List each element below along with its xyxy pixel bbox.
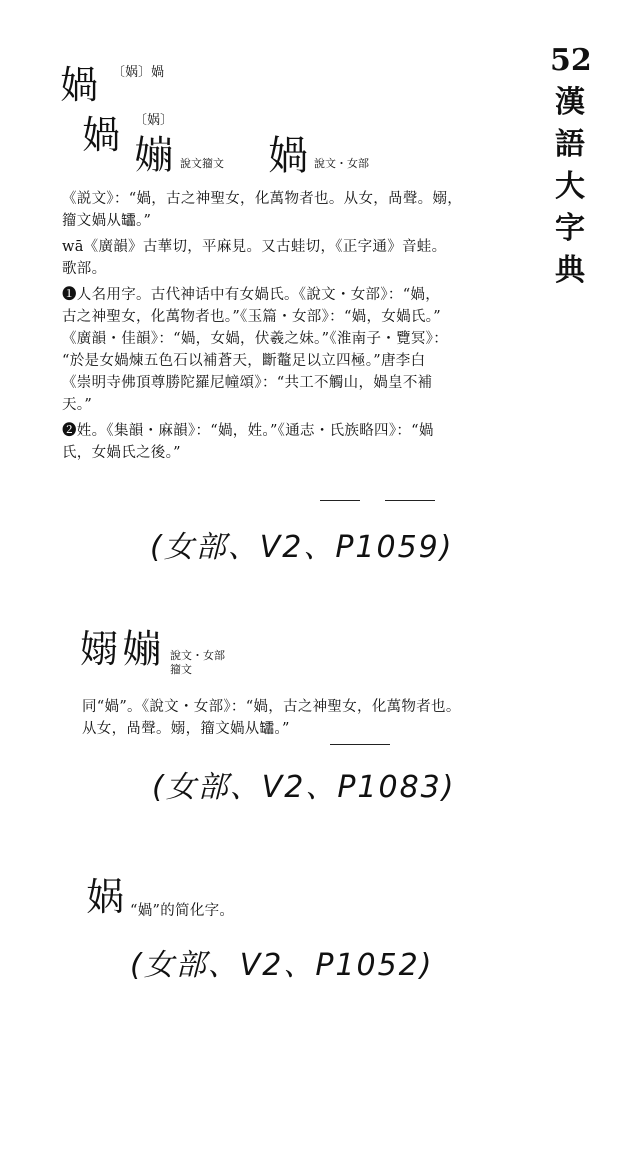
text-line: 歌部。 [62, 261, 107, 277]
side-title-char: 字 [555, 211, 585, 246]
entry3-headword: 娲 [86, 875, 125, 919]
text-line: ❷姓。《集韻・麻韻》：“媧，姓。”《通志・氏族略四》：“媧 [62, 423, 434, 439]
entry2-headword: 嫋 [80, 627, 119, 671]
entry1-headword-traditional: 媧 [82, 113, 121, 157]
text-line: “於是女媧煉五色石以補蒼天，斷鼇足以立四極。”唐李白 [62, 353, 426, 369]
side-title-char: 典 [555, 253, 585, 288]
entry1-head-note: 〔娲〕媧 [112, 65, 165, 80]
seal-label: 說文・女部 [314, 157, 369, 170]
text-line: 从女，咼聲。嫋，籀文媧从𦉢。” [82, 721, 290, 737]
text-line: 《説文》：“媧，古之神聖女，化萬物者也。从女，咼聲。嫋， [62, 191, 463, 207]
text-line: wā《廣韻》古華切，平麻見。又古蛙切，《正字通》音蛙。 [62, 239, 447, 255]
seal-script-glyph: 媧 [268, 133, 308, 179]
divider [330, 744, 390, 745]
seal-script-glyph: 𡡈 [134, 133, 174, 179]
text-line: 同“媧”。《說文・女部》：“媧，古之神聖女，化萬物者也。 [82, 699, 461, 715]
side-title-char: 大 [555, 169, 585, 204]
entry3-text: “媧”的简化字。 [130, 903, 235, 919]
divider [385, 500, 435, 501]
handwritten-note: (女部、V2、P1059) [150, 530, 454, 565]
handwritten-note: (女部、V2、P1083) [152, 770, 456, 805]
entry1-text [62, 188, 532, 464]
seal-label: 說文籀文 [180, 157, 224, 170]
seal-script-glyph: 𡡈 [122, 627, 162, 673]
handwritten-note: (女部、V2、P1052) [130, 948, 434, 983]
text-line: 氏，女媧氏之後。” [62, 445, 181, 461]
entry1-head2-note: 〔娲〕 [134, 113, 174, 128]
side-title-number: 52 [550, 43, 592, 78]
text-line: 天。” [62, 397, 93, 413]
text-line: 古之神聖女，化萬物者也。”《玉篇・女部》：“媧，女媧氏。” [62, 309, 441, 325]
entry1-headword: 媧 [60, 63, 99, 107]
divider [320, 500, 360, 501]
text-line: 籀文媧从𦉢。” [62, 213, 152, 229]
seal-label: 籀文 [170, 663, 192, 676]
entry2-text [82, 696, 532, 740]
side-title-char: 漢 [555, 85, 585, 120]
seal-label: 說文・女部 [170, 649, 225, 662]
side-title-char: 語 [555, 127, 585, 162]
side-title [550, 40, 590, 292]
text-line: ❶人名用字。古代神话中有女媧氏。《說文・女部》：“媧， [62, 287, 441, 303]
text-line: 《崇明寺佛頂尊勝陀羅尼幢頌》：“共工不觸山，媧皇不補 [62, 375, 433, 391]
text-line: 《廣韻・佳韻》：“媧，女媧，伏羲之妹。”《淮南子・覽冥》： [62, 331, 449, 347]
